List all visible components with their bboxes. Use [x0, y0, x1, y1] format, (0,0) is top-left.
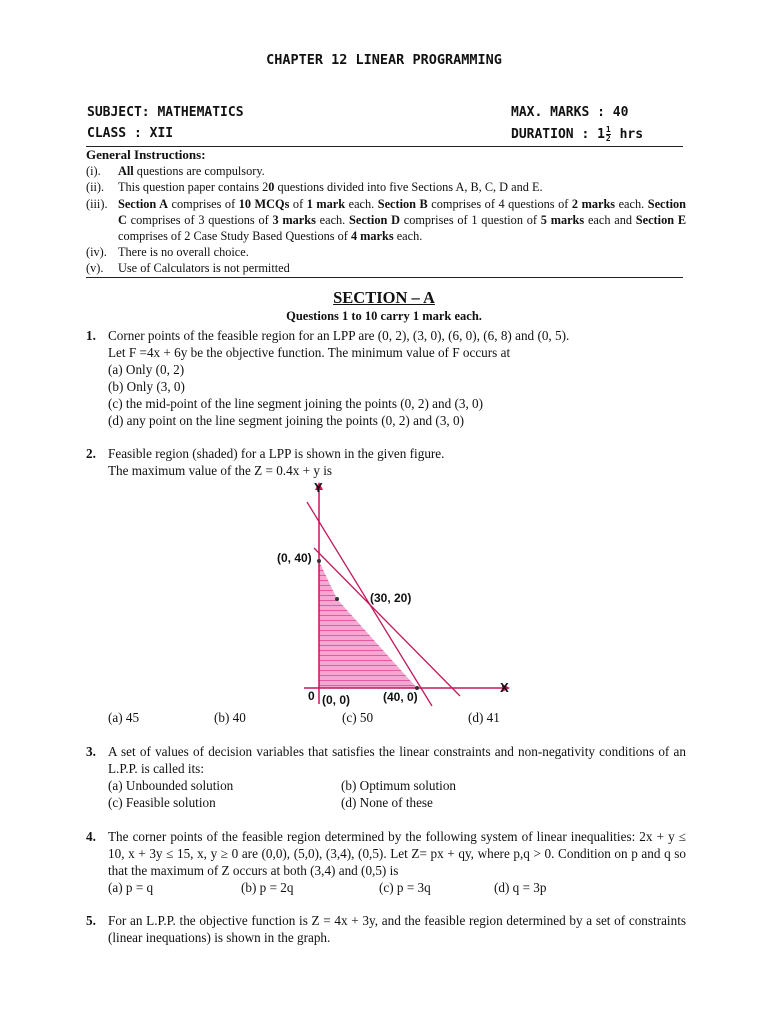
- feasible-region-graph: [264, 478, 520, 710]
- instructions-divider: [86, 277, 683, 278]
- point-label-0-0: (0, 0): [322, 693, 351, 707]
- instruction-item: [86, 179, 686, 195]
- question-text: Feasible region (shaded) for a LPP is shown in the given figure.: [108, 446, 445, 461]
- fraction-denominator: 2: [605, 134, 611, 143]
- question-number: 1.: [86, 328, 96, 343]
- x-axis-label: X: [500, 680, 509, 695]
- question-number: 3.: [86, 744, 96, 759]
- question-5: [86, 912, 686, 946]
- corner-point-marker: [317, 559, 321, 563]
- question-text: Let F =4x + 6y be the objective function. The minimum value of F occurs at: [108, 345, 511, 360]
- option-b: (b) Optimum solution: [341, 778, 457, 793]
- section-a-subtitle: Questions 1 to 10 carry 1 mark each.: [286, 309, 482, 323]
- instruction-number: (iv).: [86, 245, 107, 260]
- option-b: (b) 40: [214, 710, 246, 725]
- chapter-title: CHAPTER 12 LINEAR PROGRAMMING: [266, 52, 502, 68]
- question-number: 4.: [86, 829, 96, 844]
- question-text: The maximum value of the Z = 0.4x + y is: [108, 463, 333, 478]
- point-label-0-40: (0, 40): [277, 551, 312, 565]
- question-text: A set of values of decision variables that satisfies the linear constraints and non-negativity conditions of an L.P.P. is called its:: [108, 744, 686, 776]
- question-2: [86, 445, 686, 479]
- question-2-options: [86, 709, 686, 726]
- option-d: (d) 41: [468, 710, 500, 725]
- instruction-number: (iii).: [86, 196, 108, 211]
- corner-point-marker: [335, 597, 339, 601]
- option-a: (a) Unbounded solution: [108, 778, 234, 793]
- question-text: For an L.P.P. the objective function is Z = 4x + 3y, and the feasible region determined by a set of constraints (linear inequations) is shown in the graph.: [108, 913, 686, 945]
- y-axis-label: Y: [314, 480, 323, 495]
- option-a: (a) 45: [108, 710, 140, 725]
- fraction-numerator: 1: [605, 125, 611, 134]
- point-label-40-0: (40, 0): [383, 690, 418, 704]
- question-number: 5.: [86, 913, 96, 928]
- section-a-title-text: SECTION – A: [333, 288, 435, 307]
- option-a: (a) p = q: [108, 880, 154, 895]
- option-d: (d) None of these: [341, 795, 433, 810]
- option-c: (c) the mid-point of the line segment joining the points (0, 2) and (3, 0): [108, 396, 484, 411]
- section-a-title: [0, 288, 768, 308]
- option-c: (c) 50: [342, 710, 374, 725]
- duration-prefix: DURATION : 1: [511, 127, 605, 142]
- instruction-item: [86, 244, 686, 260]
- instructions-heading: General Instructions:: [86, 147, 206, 162]
- class-label: CLASS : XII: [87, 126, 174, 141]
- option-b: (b) Only (3, 0): [108, 379, 185, 394]
- duration-fraction: [606, 126, 611, 143]
- question-1: [86, 327, 686, 429]
- question-text: The corner points of the feasible region determined by the following system of linear inequalities: 2x + y ≤ 10, x + 3y ≤ 15, x, y ≥ 0 are (0,0), (5,0), (3,4), (0,5). Let Z= px + qy, where p,q > 0. Condition on p and q so that the maximum of Z occurs at both (3,4) and (0,5) is: [108, 829, 686, 878]
- option-c: (c) Feasible solution: [108, 795, 216, 810]
- question-text: Corner points of the feasible region for an LPP are (0, 2), (3, 0), (6, 0), (6, 8) and (0, 5).: [108, 328, 570, 343]
- max-marks-label: MAX. MARKS : 40: [511, 105, 629, 120]
- shaded-feasible-region: [319, 561, 417, 688]
- instruction-number: (i).: [86, 164, 101, 179]
- question-number: 2.: [86, 446, 96, 461]
- option-b: (b) p = 2q: [241, 880, 294, 895]
- subject-label: SUBJECT: MATHEMATICS: [87, 105, 244, 120]
- instruction-text: Use of Calculators is not permitted: [118, 261, 290, 276]
- instructions-list: [86, 163, 686, 276]
- instruction-text: All questions are compulsory.: [118, 164, 265, 179]
- instruction-item: [86, 196, 686, 245]
- question-3: [86, 743, 686, 811]
- origin-label: 0: [308, 689, 315, 703]
- instruction-item: [86, 260, 686, 276]
- question-4: [86, 828, 686, 896]
- general-instructions: [86, 147, 686, 277]
- duration-suffix: hrs: [611, 127, 644, 142]
- option-d: (d) any point on the line segment joining the points (0, 2) and (3, 0): [108, 413, 464, 428]
- instruction-number: (v).: [86, 261, 104, 276]
- instruction-text: There is no overall choice.: [118, 245, 249, 260]
- instruction-item: [86, 163, 686, 179]
- option-d: (d) q = 3p: [494, 880, 547, 895]
- instruction-number: (ii).: [86, 180, 105, 195]
- option-c: (c) p = 3q: [379, 880, 431, 895]
- duration-label: [511, 126, 643, 143]
- instruction-text: This question paper contains 20 questions divided into five Sections A, B, C, D and E.: [118, 180, 543, 195]
- option-a: (a) Only (0, 2): [108, 362, 185, 377]
- point-label-30-20: (30, 20): [370, 591, 412, 605]
- instruction-text: Section A comprises of 10 MCQs of 1 mark each. Section B comprises of 4 questions of 2 marks each. Section C comprises of 3 questions of 3 marks each. Section D comprises of 1 question of 5 marks each and Section E comprises of 2 Case Study Based Questions of 4 marks each.: [118, 196, 687, 244]
